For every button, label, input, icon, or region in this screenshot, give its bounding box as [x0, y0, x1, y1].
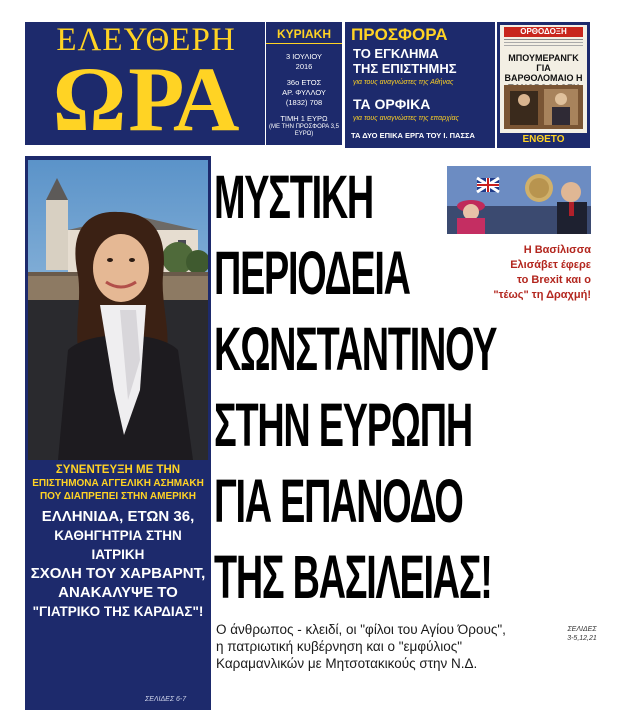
issue-number: (1832) 708: [285, 98, 323, 107]
issue-volume: 36ο ΕΤΟΣ: [286, 78, 322, 87]
issue-day: ΚΥΡΙΑΚΗ: [266, 25, 342, 44]
inset-caption: [455, 243, 591, 303]
offer-item1-line2: ΤΗΣ ΕΠΙΣΤΗΜΗΣ: [353, 61, 457, 76]
insert-headline: ΜΠΟΥΜΕΡΑΝΓΚ ΓΙΑ ΒΑΡΘΟΛΟΜΑΙΟ Η: [504, 53, 583, 83]
insert-cover: [500, 25, 587, 133]
masthead-title-main: ΩΡΑ: [52, 48, 242, 150]
sidebar-headline-line: ΚΑΘΗΓΗΤΡΙΑ ΣΤΗΝ ΙΑΤΡΙΚΗ: [54, 528, 182, 562]
interview-text: [29, 464, 207, 621]
interview-photo: [28, 160, 208, 460]
insert-tag: ΕΝΘΕΤΟ: [522, 134, 565, 145]
main-page-ref: [562, 625, 602, 643]
interview-line2: ΕΠΙΣΤΗΜΟΝΑ ΑΓΓΕΛΙΚΗ ΑΣΗΜΑΚΗ: [32, 478, 204, 489]
insert-logo: ΟΡΘΟΔΟΞΗ: [504, 27, 583, 37]
interview-line3: ΠΟΥ ΔΙΑΠΡΕΠΕΙ ΣΤΗΝ ΑΜΕΡΙΚΗ: [39, 491, 197, 502]
offer-box: [345, 22, 495, 148]
issue-price-note: (ΜΕ ΤΗΝ ΠΡΟΣΦΟΡΑ 3,5 ΕΥΡΩ): [269, 124, 339, 137]
offer-footer: ΤΑ ΔΥΟ ΕΠΙΚΑ ΕΡΓΑ ΤΟΥ Ι. ΠΑΣΣΑ: [351, 131, 475, 140]
insert-box: [497, 22, 590, 148]
sidebar-headline-line: "ΓΙΑΤΡΙΚΟ ΤΗΣ ΚΑΡΔΙΑΣ"!: [32, 604, 204, 619]
inset-photo: [447, 166, 591, 234]
caption-line: "τέως" τη Δραχμή!: [493, 289, 591, 301]
issue-date: 3 ΙΟΥΛΙΟΥ: [285, 52, 323, 61]
sidebar-headline-line: ΑΝΑΚΑΛΥΨΕ ΤΟ: [58, 584, 178, 601]
offer-item1-note: για τους αναγνώστες της Αθήνας: [353, 79, 454, 86]
subheadline: [216, 621, 576, 672]
interview-sidebar: [25, 156, 211, 710]
insert-image: [504, 85, 583, 129]
issue-price: ΤΙΜΗ 1 ΕΥΡΩ: [280, 114, 328, 123]
caption-line: το Brexit και ο: [517, 274, 591, 286]
main-page-ref-pages: 3-5,12,21: [567, 635, 597, 642]
subheadline-line: η πατριωτική κυβέρνηση και ο "εμφύλιος": [216, 639, 463, 654]
headline-line: ΓΙΑ ΕΠΑΝΟΔΟ: [214, 467, 463, 535]
offer-item2-note: για τους αναγνώστες της επαρχίας: [353, 115, 459, 122]
issue-year: 2016: [295, 62, 313, 71]
caption-line: Ελισάβετ έφερε: [510, 259, 591, 271]
headline-line: ΣΤΗΝ ΕΥΡΩΠΗ: [214, 391, 472, 459]
sidebar-headline-line: ΣΧΟΛΗ ΤΟΥ ΧΑΡΒΑΡΝΤ,: [30, 565, 206, 582]
offer-heading: ΠΡΟΣΦΟΡΑ: [351, 25, 448, 44]
headline-line: ΚΩΝΣΤΑΝΤΙΝΟΥ: [214, 315, 497, 383]
headline-line: ΤΗΣ ΒΑΣΙΛΕΙΑΣ!: [214, 543, 492, 611]
caption-line: Η Βασίλισσα: [523, 244, 591, 256]
offer-item2: ΤΑ ΟΡΦΙΚΑ: [353, 96, 431, 112]
issue-label: ΑΡ. ΦΥΛΛΟΥ: [282, 88, 326, 97]
masthead: [25, 22, 265, 150]
interview-line1: ΣΥΝΕΝΤΕΥΞΗ ΜΕ ΤΗΝ: [55, 464, 181, 476]
masthead-title-top: ΕΛΕΥΘΕΡΗ: [56, 22, 236, 58]
main-page-ref-label: ΣΕΛΙΔΕΣ: [567, 626, 597, 633]
issue-info: [266, 22, 342, 145]
sidebar-headline-line: ΕΛΛΗΝΙΔΑ, ΕΤΩΝ 36,: [41, 508, 195, 525]
headline-line: ΜΥΣΤΙΚΗ: [214, 163, 373, 231]
subheadline-line: Καραμανλικών με Μητσοτακικούς στην Ν.Δ.: [216, 656, 478, 671]
subheadline-line: Ο άνθρωπος - κλειδί, οι "φίλοι του Αγίου Όρους",: [216, 622, 506, 637]
offer-item1-line1: ΤΟ ΕΓΚΛΗΜΑ: [353, 46, 439, 61]
sidebar-page-ref: ΣΕΛΙΔΕΣ 6-7: [145, 696, 187, 703]
headline-line: ΠΕΡΙΟΔΕΙΑ: [214, 239, 410, 307]
